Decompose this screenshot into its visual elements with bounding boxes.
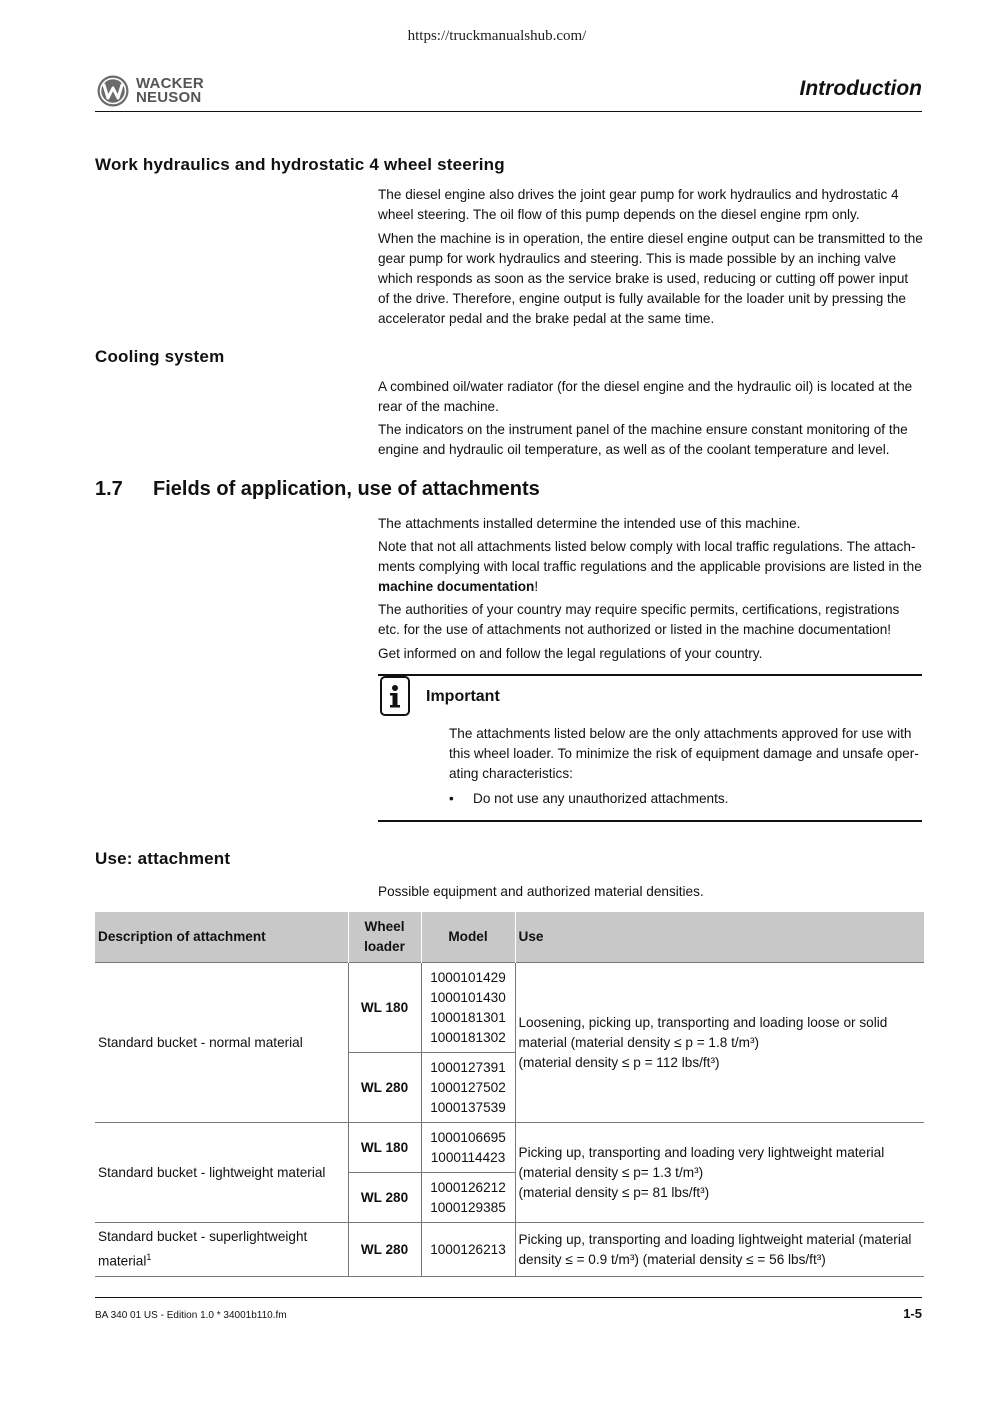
model-cell: 1000126213	[421, 1223, 515, 1277]
table-header-row	[95, 912, 924, 963]
header-rule	[95, 111, 922, 112]
bold-term: machine documentation	[378, 579, 535, 594]
model-cell: 1000106695 1000114423	[421, 1123, 515, 1173]
paragraph: The indicators on the instrument panel of the machine ensure constant monitoring of the engine and hydraulic oil temperature, as well as of the coolant temperature and level.	[378, 422, 908, 457]
bullet-mark: •	[449, 791, 454, 806]
footnote-marker: 1	[146, 1252, 152, 1263]
table-intro: Possible equipment and authorized material densities.	[378, 884, 704, 899]
footer-document-id: BA 340 01 US - Edition 1.0 * 34001b110.fm	[95, 1310, 287, 1321]
wheel-loader-cell: WL 280	[348, 1223, 421, 1277]
heading-work-hydraulics: Work hydraulics and hydrostatic 4 wheel steering	[95, 155, 505, 174]
wheel-loader-cell: WL 180	[348, 963, 421, 1053]
important-bullet	[449, 789, 728, 809]
source-url: https://truckmanualshub.com/	[407, 28, 587, 44]
table-row	[95, 1223, 924, 1277]
paragraph: Note that not all attachments listed below comply with local traffic regulations. The attach- ments complying with local traffic regulations and the applicable provisions are listed in the machine documentation!	[378, 539, 922, 594]
attachments-table	[95, 912, 924, 1277]
page-number: 1-5	[903, 1306, 922, 1321]
attachment-description: Standard bucket - superlightweight material$^1$	[95, 1223, 348, 1277]
wheel-loader-cell: WL 280	[348, 1053, 421, 1123]
important-bottom-rule	[378, 820, 922, 822]
footer-rule	[95, 1297, 922, 1298]
header-wheel-loader: Wheel loader	[348, 912, 421, 963]
section-title: Fields of application, use of attachments	[153, 478, 540, 500]
paragraph: A combined oil/water radiator (for the diesel engine and the hydraulic oil) is located at the rear of the machine.	[378, 379, 913, 414]
section-number: 1.7	[95, 478, 123, 500]
model-cell: 1000127391 1000127502 1000137539	[421, 1053, 515, 1123]
logo-line-1: WACKER	[136, 75, 204, 92]
important-title: Important	[426, 688, 500, 705]
info-icon	[380, 676, 410, 716]
wheel-loader-cell: WL 180	[348, 1123, 421, 1173]
header-description: Description of attachment	[95, 912, 348, 963]
wheel-loader-cell: WL 280	[348, 1173, 421, 1223]
header-use: Use	[515, 912, 924, 963]
model-cell: 1000126212 1000129385	[421, 1173, 515, 1223]
use-cell: Loosening, picking up, transporting and loading loose or solid material (material density ≤ p = 1.8 t/m³) (material density ≤ p = 112 lbs/ft³)	[515, 963, 924, 1123]
logo-line-2: NEUSON	[136, 89, 202, 106]
section-header: Introduction	[799, 77, 922, 100]
paragraph: When the machine is in operation, the entire diesel engine output can be transmitted to the gear pump for work hydraulics and steering. This is made possible by an inching valve which responds as soon as the service brake is used, reducing or cutting off power input of the drive. Therefore, engine output is fully available for the loader unit by pressing the accelerator pedal and the brake pedal at the same time.	[378, 231, 923, 326]
attachment-description: Standard bucket - lightweight material	[95, 1123, 348, 1223]
wacker-neuson-logo	[96, 74, 204, 108]
bullet-text: Do not use any unauthorized attachments.	[473, 791, 729, 806]
header-model: Model	[421, 912, 515, 963]
model-cell: 1000101429 1000101430 1000181301 1000181302	[421, 963, 515, 1053]
heading-use-attachment: Use: attachment	[95, 849, 231, 868]
important-top-rule	[378, 674, 922, 676]
heading-cooling-system: Cooling system	[95, 347, 225, 366]
attachment-description: Standard bucket - normal material	[95, 963, 348, 1123]
use-cell: Picking up, transporting and loading lightweight material (material density ≤ = 0.9 t/m³) (material density ≤ = 56 lbs/ft³)	[515, 1223, 924, 1277]
wacker-neuson-logo-icon	[96, 74, 130, 108]
paragraph: The attachments installed determine the intended use of this machine.	[378, 516, 801, 531]
table-row	[95, 1123, 924, 1173]
table-row	[95, 963, 924, 1053]
paragraph: The authorities of your country may require specific permits, certifications, registrations etc. for the use of attachments not authorized or listed in the machine documentation!	[378, 602, 900, 637]
important-text: The attachments listed below are the only attachments approved for use with this wheel loader. To minimize the risk of equipment damage and unsafe oper- ating characteristics:	[449, 726, 919, 781]
paragraph: The diesel engine also drives the joint gear pump for work hydraulics and hydrostatic 4 wheel steering. The oil flow of this pump depends on the diesel engine rpm only.	[378, 187, 899, 222]
use-cell: Picking up, transporting and loading very lightweight material (material density ≤ p= 1.3 t/m³) (material density ≤ p= 81 lbs/ft³)	[515, 1123, 924, 1223]
heading-fields-of-application	[95, 478, 540, 501]
paragraph: Get informed on and follow the legal regulations of your country.	[378, 646, 763, 661]
